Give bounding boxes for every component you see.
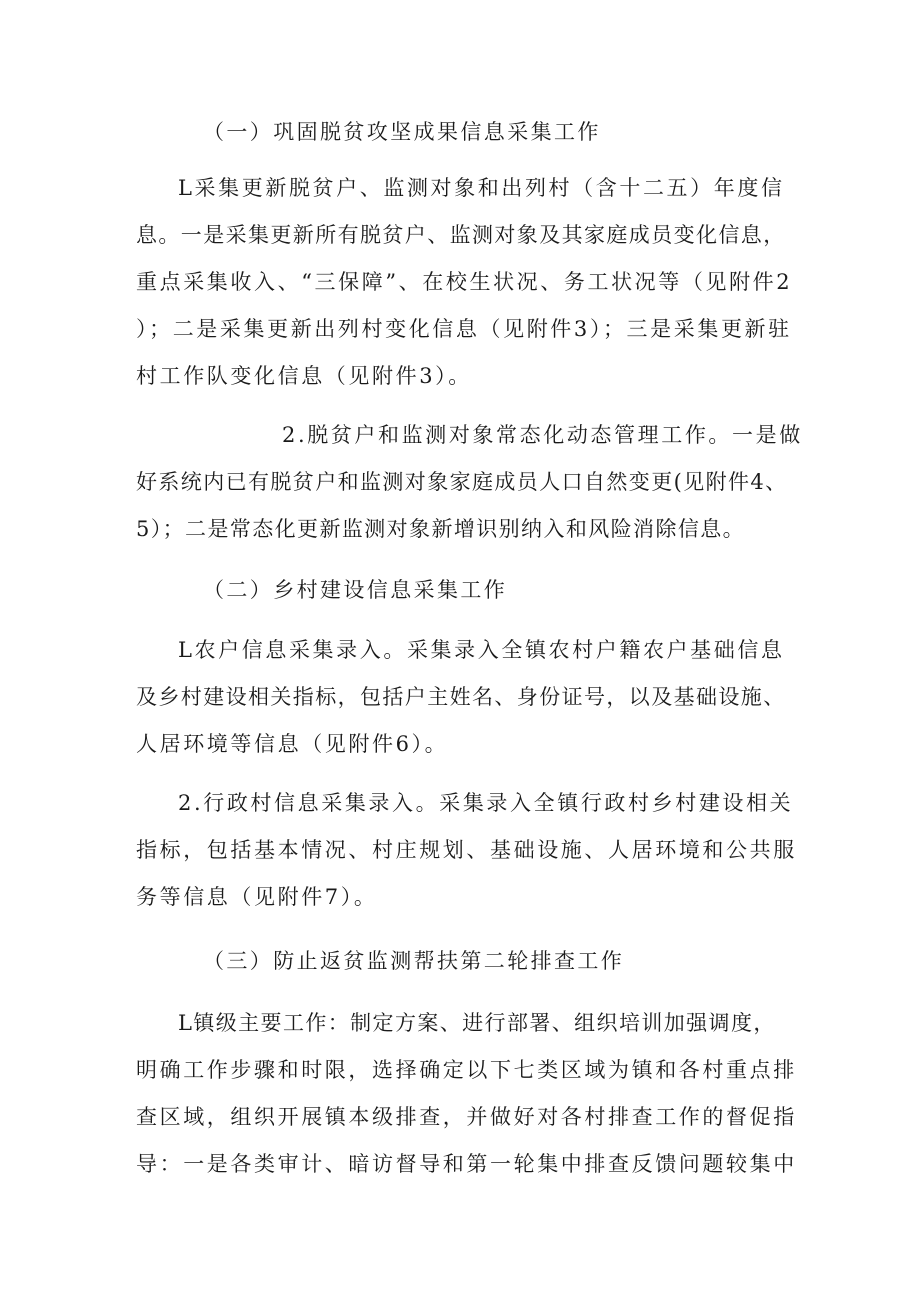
paragraph-line: 人居环境等信息（见附件6）。	[136, 732, 449, 756]
paragraph-line: ）；二是采集更新出列村变化信息（见附件3）；三是采集更新驻	[136, 317, 792, 341]
paragraph-line: L镇级主要工作：制定方案、进行部署、组织培训加强调度，	[178, 1011, 776, 1035]
paragraph-line: 2.行政村信息采集录入。采集录入全镇行政村乡村建设相关	[178, 791, 794, 815]
paragraph-line: 重点采集收入、“三保障”、在校生状况、务工状况等（见附件2	[136, 270, 793, 294]
paragraph-line: 及乡村建设相关指标，包括户主姓名、身份证号，以及基础设施、	[136, 685, 786, 709]
paragraph-line: L采集更新脱贫户、监测对象和出列村（含十二五）年度信	[178, 176, 785, 200]
paragraph-line: 5）；二是常态化更新监测对象新增识别纳入和风险消除信息。	[136, 517, 746, 541]
paragraph-line: 查区域，组织开展镇本级排查，并做好对各村排查工作的督促指	[136, 1105, 797, 1129]
section-heading-1: （一）巩固脱贫攻坚成果信息采集工作	[203, 120, 601, 144]
paragraph-line: L农户信息采集录入。采集录入全镇农村户籍农户基础信息	[178, 638, 785, 662]
paragraph-line: 2.脱贫户和监测对象常态化动态管理工作。一是做	[282, 423, 803, 447]
section-heading-3: （三）防止返贫监测帮扶第二轮排查工作	[203, 949, 625, 973]
paragraph-line: 导：一是各类审计、暗访督导和第一轮集中排查反馈问题较集中	[136, 1152, 797, 1176]
paragraph-line: 息。一是采集更新所有脱贫户、监测对象及其家庭成员变化信息，	[136, 223, 786, 247]
paragraph-line: 村工作队变化信息（见附件3）。	[136, 364, 472, 388]
paragraph-line: 好系统内已有脱贫户和监测对象家庭成员人口自然变更(见附件4、	[136, 470, 788, 494]
paragraph-line: 明确工作步骤和时限，选择确定以下七类区域为镇和各村重点排	[136, 1058, 797, 1082]
paragraph-line: 务等信息（见附件7）。	[136, 885, 378, 909]
paragraph-line: 指标，包括基本情况、村庄规划、基础设施、人居环境和公共服	[136, 838, 797, 862]
section-heading-2: （二）乡村建设信息采集工作	[203, 578, 508, 602]
